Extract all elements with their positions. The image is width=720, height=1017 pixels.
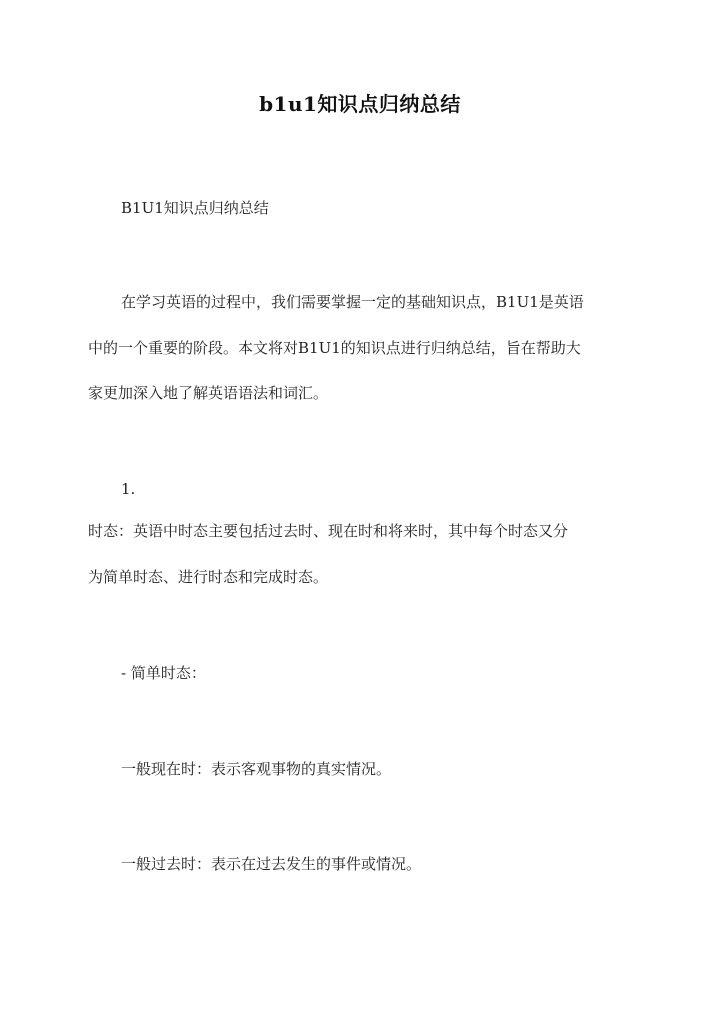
paragraph-line: 为简单时态、进行时态和完成时态。 — [88, 568, 329, 586]
paragraph-line: 家更加深入地了解英语语法和词汇。 — [88, 384, 329, 402]
list-number: 1. — [121, 480, 136, 498]
document-title: b1u1知识点归纳总结 — [259, 92, 461, 116]
paragraph-line: 时态：英语中时态主要包括过去时、现在时和将来时，其中每个时态又分 — [88, 522, 569, 540]
paragraph-line: 在学习英语的过程中，我们需要掌握一定的基础知识点，B1U1是英语 — [121, 293, 584, 311]
paragraph-line: 一般过去时：表示在过去发生的事件或情况。 — [121, 855, 422, 873]
bullet-heading: - 简单时态： — [121, 664, 206, 682]
paragraph-line: 中的一个重要的阶段。本文将对B1U1的知识点进行归纳总结，旨在帮助大 — [88, 339, 581, 357]
paragraph-line: 一般现在时：表示客观事物的真实情况。 — [121, 760, 392, 778]
subtitle-line: B1U1知识点归纳总结 — [121, 199, 269, 217]
